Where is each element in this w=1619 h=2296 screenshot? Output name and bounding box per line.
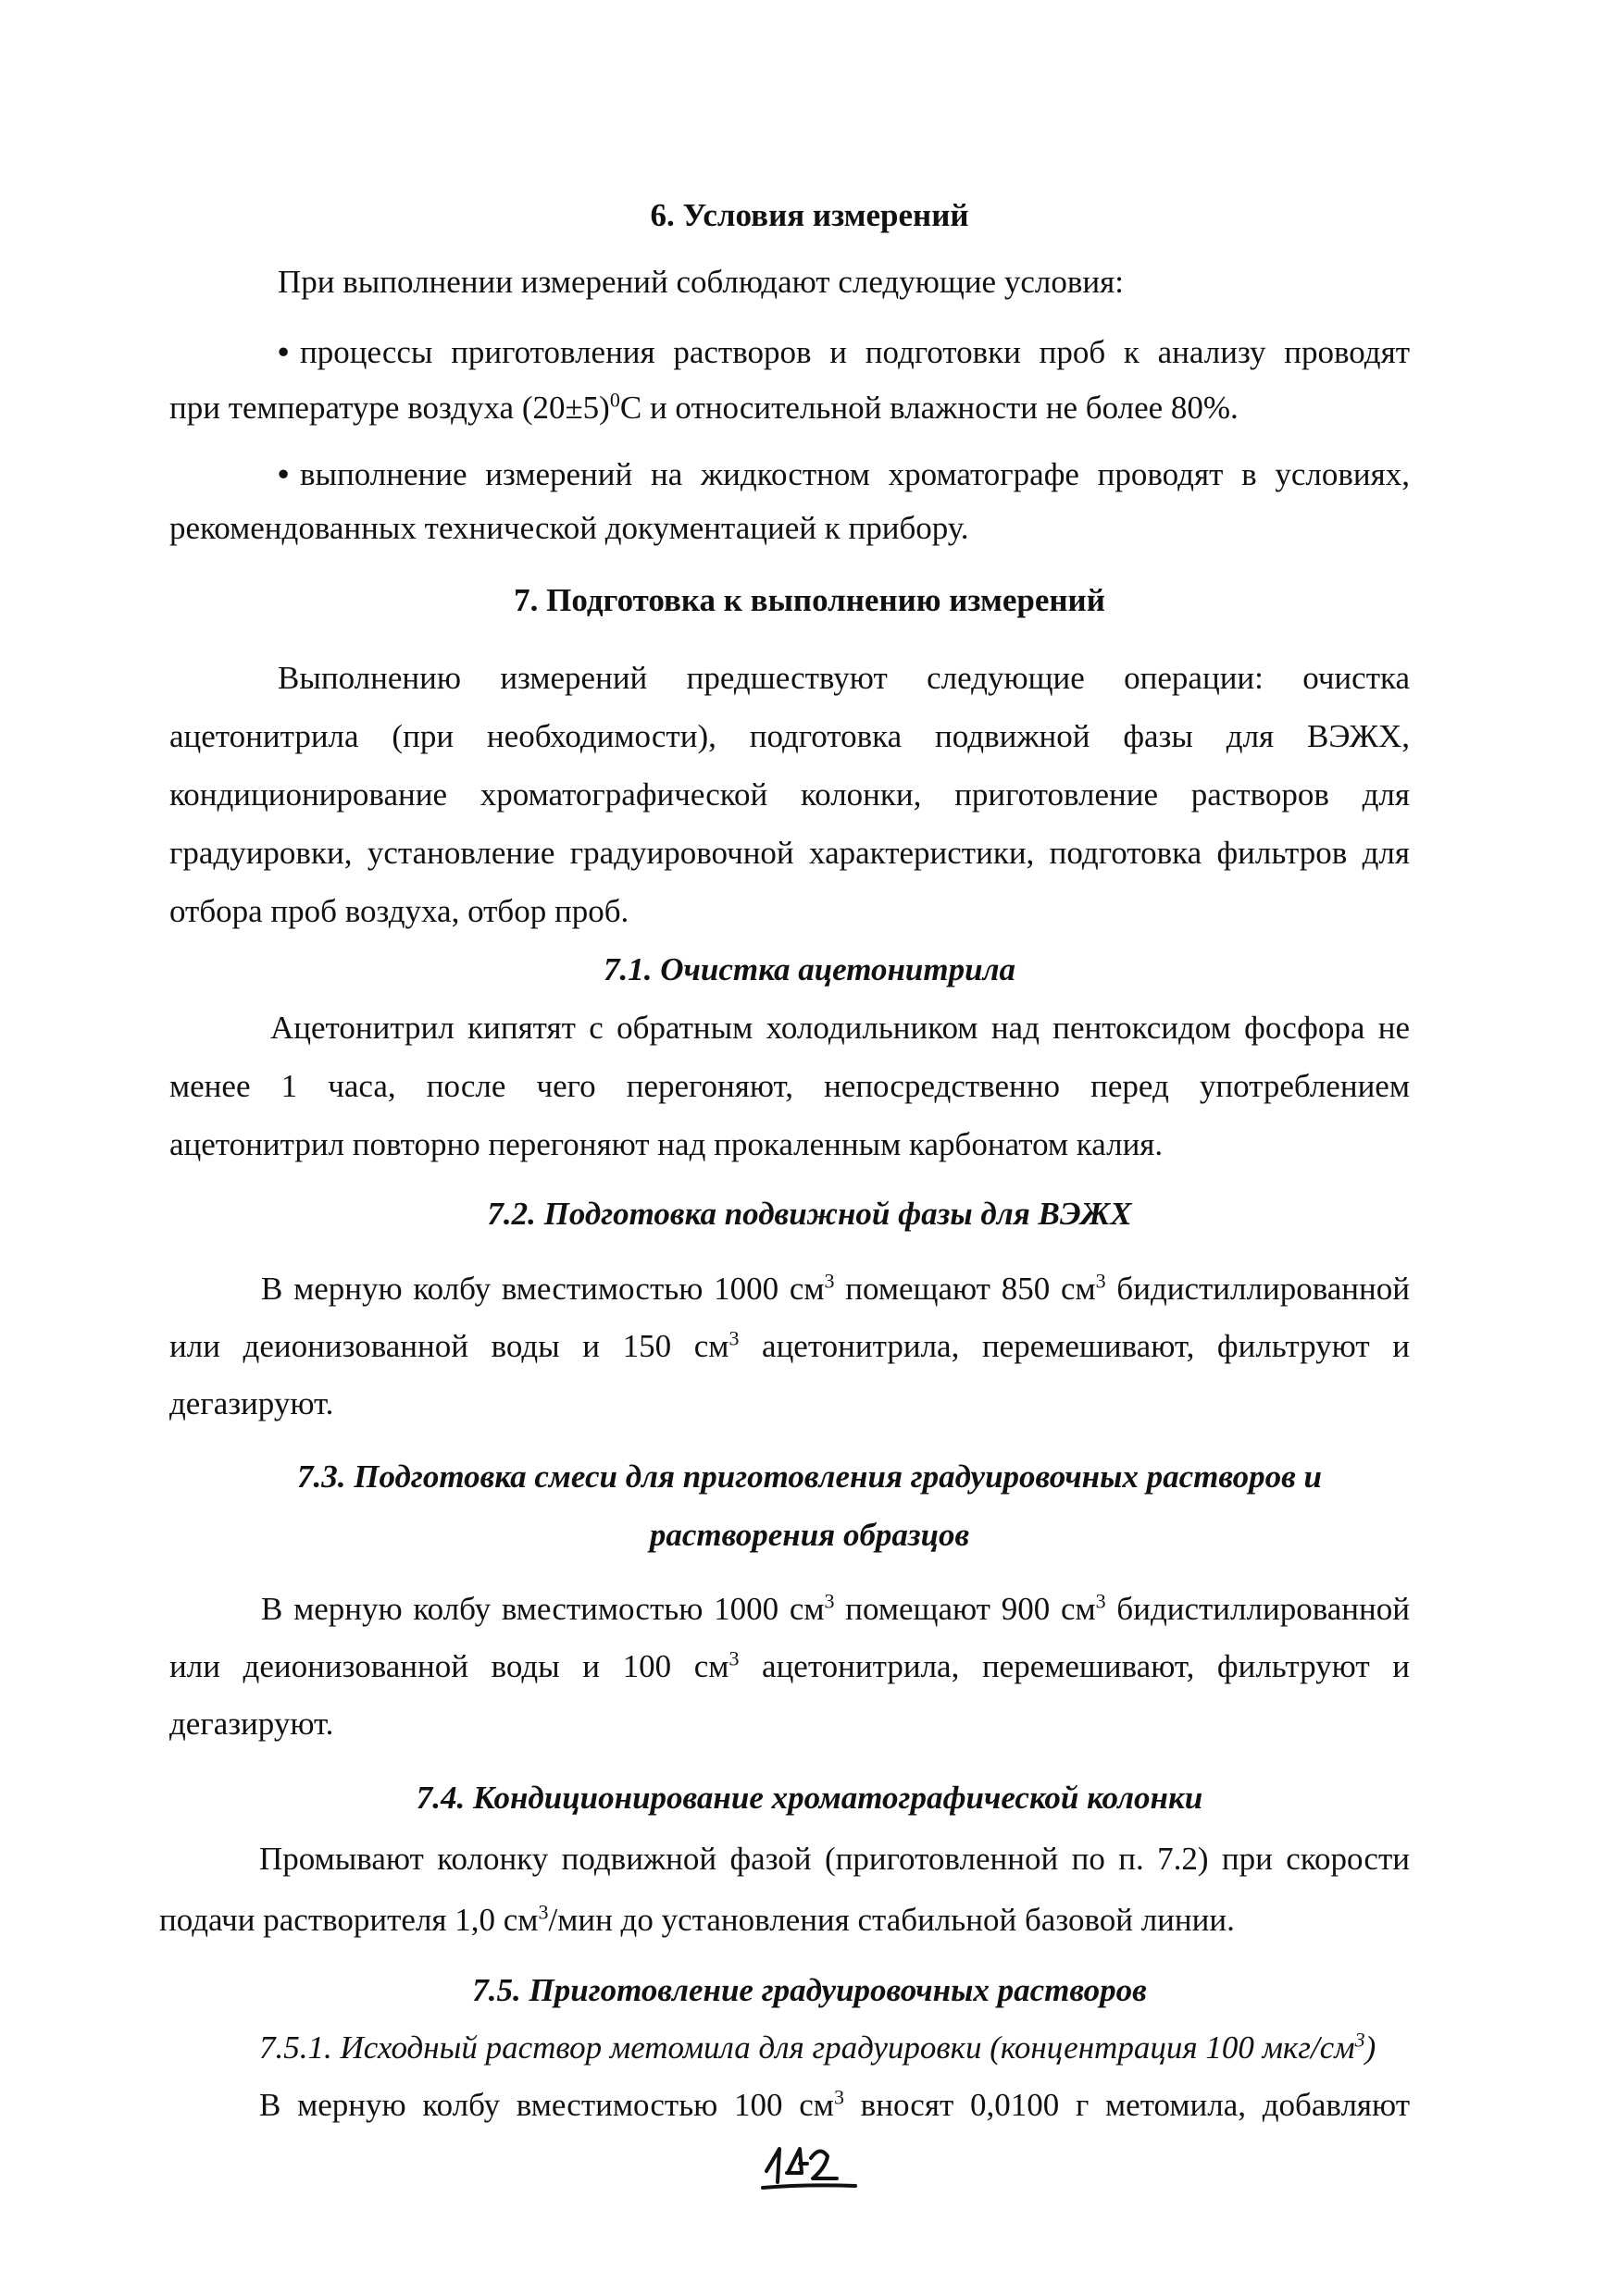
bullet-icon: • — [278, 456, 290, 492]
section-7-line-1: Выполнению измерений предшествуют следующие операции: очистка — [278, 660, 1410, 696]
section-7-3-line-2: или деионизованной воды и 100 $см^3$ ацетонитрила, перемешивают, фильтруют и — [169, 1646, 1411, 1684]
section-6-heading: 6. Условия измерений — [650, 197, 969, 233]
section-7-1-line-3: ацетонитрил повторно перегоняют над прокаленным карбонатом калия. — [169, 1126, 1164, 1162]
section-7-line-2: ацетонитрила (при необходимости), подготовка подвижной фазы для ВЭЖХ, — [169, 718, 1410, 754]
section-7-5-heading: 7.5. Приготовление градуировочных растворов — [472, 1972, 1147, 2008]
section-7-5-1-line-1: В мерную колбу вместимостью 100 $см^3$ вносят 0,0100 г метомила, добавляют — [259, 2085, 1410, 2123]
section-7-4-line-2: подачи растворителя 1,0 $см^3$/мин до установления стабильной базовой линии. — [159, 1900, 1235, 1938]
page-number-text: 142 — [758, 2136, 760, 2137]
section-7-2-line-2: или деионизованной воды и 150 $см^3$ ацетонитрила, перемешивают, фильтруют и — [169, 1326, 1411, 1364]
section-7-1-line-2: менее 1 часа, после чего перегоняют, непосредственно перед употреблением — [169, 1068, 1410, 1104]
section-6-bullet-2-line-2: рекомендованных технической документацией к прибору. — [169, 510, 969, 546]
section-7-5-1-subheading: 7.5.1. Исходный раствор метомила для градуировки (концентрация 100 мкг/$см^3$) — [259, 2028, 1376, 2066]
bullet-icon: • — [278, 334, 290, 370]
section-7-1-heading: 7.1. Очистка ацетонитрила — [603, 951, 1016, 987]
section-7-line-4: градуировки, установление градуировочной характеристики, подготовка фильтров для — [169, 835, 1410, 871]
section-7-4-heading: 7.4. Кондиционирование хроматографической колонки — [416, 1780, 1203, 1816]
section-7-heading: 7. Подготовка к выполнению измерений — [514, 582, 1105, 618]
section-7-3-line-1: В мерную колбу вместимостью 1000 $см^3$ помещают 900 $см^3$ бидистиллированной — [261, 1589, 1410, 1627]
section-7-3-line-3: дегазируют. — [169, 1706, 334, 1742]
section-6-bullet-1-line-2: при температуре воздуха $(20\pm 5)^0С$ и относительной влажности не более 80%. — [169, 388, 1239, 426]
handwritten-page-number-icon — [759, 2136, 861, 2191]
section-7-2-heading: 7.2. Подготовка подвижной фазы для ВЭЖХ — [487, 1196, 1132, 1232]
section-6-bullet-2-line-1: • выполнение измерений на жидкостном хроматографе проводят в условиях, — [278, 456, 1410, 492]
section-7-3-heading-line-2: растворения образцов — [649, 1517, 970, 1553]
section-7-line-5: отбора проб воздуха, отбор проб. — [169, 893, 629, 929]
section-7-1-line-1: Ацетонитрил кипятят с обратным холодильником над пентоксидом фосфора не — [270, 1010, 1410, 1046]
page-number — [0, 2136, 1619, 2196]
section-7-2-line-1: В мерную колбу вместимостью 1000 $см^3$ помещают 850 $см^3$ бидистиллированной — [261, 1269, 1410, 1307]
section-6-bullet-1-line-1: • процессы приготовления растворов и подготовки проб к анализу проводят — [278, 334, 1410, 370]
section-6-intro: При выполнении измерений соблюдают следующие условия: — [278, 264, 1124, 300]
section-7-3-heading-line-1: 7.3. Подготовка смеси для приготовления градуировочных растворов и — [297, 1458, 1322, 1495]
section-7-line-3: кондиционирование хроматографической колонки, приготовление растворов для — [169, 776, 1410, 813]
section-7-2-line-3: дегазируют. — [169, 1385, 334, 1421]
section-7-4-line-1: Промывают колонку подвижной фазой (приготовленной по п. 7.2) при скорости — [259, 1841, 1410, 1877]
